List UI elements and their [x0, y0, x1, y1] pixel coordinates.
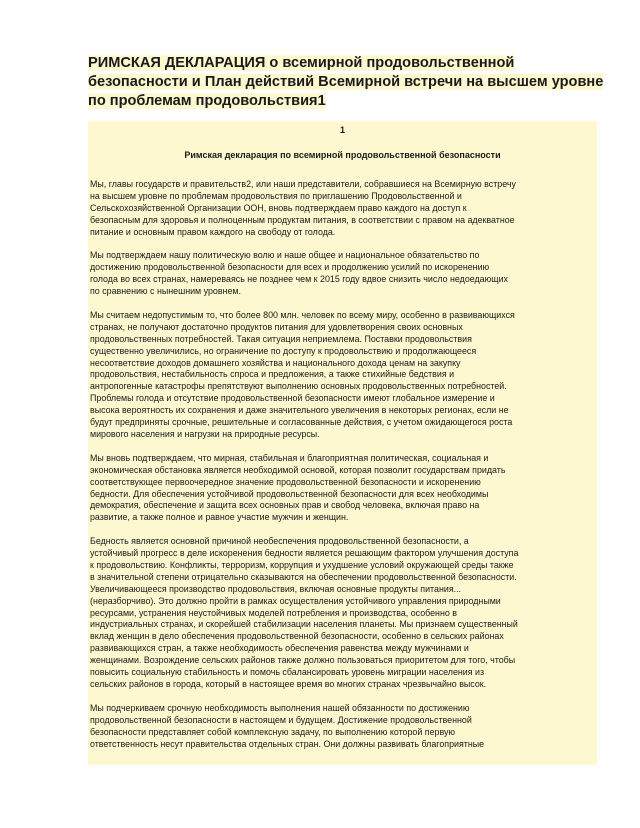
title-line: РИМСКАЯ ДЕКЛАРАЦИЯ о всемирной продовольственной [88, 55, 515, 71]
text-line: Мы подчеркиваем срочную необходимость выполнения нашей обязанности по достижению [90, 702, 470, 713]
text-line: Проблемы голода и отсутствие продовольственной безопасности имеют глобальное измерение и [90, 393, 495, 404]
text-line: достижению продовольственной безопасности для всех и продолжению усилий по искоренению [90, 262, 490, 273]
paragraph [90, 453, 600, 524]
text-line: Бедность является основной причиной необеспечения продовольственной безопасности, а [90, 536, 469, 547]
document-page [88, 121, 597, 765]
paragraph [90, 310, 600, 441]
document-title [88, 54, 608, 111]
text-line: безопасности представляет собой комплексную задачу, по выполнению которой первую [90, 726, 456, 737]
text-line: бедности. Для обеспечения устойчивой продовольственной безопасности для всех необходимы [90, 488, 489, 499]
text-line: устойчивый прогресс в деле искоренения бедности является решающим фактором улучшения доступа [90, 548, 519, 559]
text-line: повысить социальную стабильность и помочь сбалансировать уровень миграции населения из [90, 667, 485, 678]
title-line: по проблемам продовольствия1 [88, 93, 326, 109]
text-line: Мы подтверждаем нашу политическую волю и наше общее и национальное обязательство по [90, 250, 480, 261]
title-line: безопасности и План действий Всемирной встречи на высшем уровне [88, 74, 604, 90]
text-line: развивающихся стран, а также необходимость обеспечения равенства между мужчинами и [90, 643, 469, 654]
text-line: голода во всех странах, намереваясь не позднее чем к 2015 году вдвое снизить число недоедающих [90, 274, 508, 285]
text-line: Сельскохозяйственной Организации ООН, вновь подтверждаем право каждого на доступ к [90, 202, 467, 213]
text-line: антропогенные катастрофы препятствуют выполнению основных продовольственных потребностей. [90, 381, 507, 392]
text-line: демократия, обеспечение и защита всех основных прав и свобод человека, включая право на [90, 500, 480, 511]
text-line: ресурсами, устранения неустойчивых моделей потребления и производства, особенно в [90, 607, 457, 618]
text-line: вклад женщин в дело обеспечения продовольственной безопасности, особенно в сельских районах [90, 631, 504, 642]
document-body [90, 179, 600, 762]
text-line: экономическая обстановка является необходимой основой, которая позволит государствам придать [90, 464, 506, 475]
paragraph [90, 703, 600, 751]
paragraph [90, 179, 600, 239]
text-line: по сравнению с нынешним уровнем. [90, 286, 241, 297]
text-line: Увеличивающееся производство продовольствия, включая основные продукты питания... [90, 583, 462, 594]
text-line: продовольственных потребностей. Такая ситуация неприемлема. Поставки продовольствия [90, 333, 472, 344]
paragraph [90, 536, 600, 691]
paragraph [90, 250, 600, 298]
text-line: в значительной степени отрицательно сказываются на обеспечении продовольственной безопасности. [90, 571, 517, 582]
text-line: индустриальных странах, и скорейшей стабилизации населения планеты. Мы признаем существенный [90, 619, 518, 630]
text-line: продовольственной безопасности в настоящем и будущем. Достижение продовольственной [90, 714, 472, 725]
text-line: Мы вновь подтверждаем, что мирная, стабильная и благоприятная политическая, социальная и [90, 452, 489, 463]
text-line: питание и основным правом каждого на свободу от голода. [90, 226, 336, 237]
text-line: продовольствия, нестабильность спроса и предложения, а также стихийные бедствия и [90, 369, 455, 380]
text-line: странах, не получают достаточно продуктов питания для удовлетворения своих основных [90, 321, 463, 332]
text-line: на высшем уровне по проблемам продовольствия по приглашению Продовольственной и [90, 190, 462, 201]
text-line: сельских районов в города, который в настоящее время во многих странах чрезвычайно высок. [90, 679, 487, 689]
page-number: 1 [339, 125, 345, 135]
text-line: (неразборчиво). Это должно пройти в рамках осуществления устойчивого управления природными [90, 595, 501, 606]
text-line: Мы считаем недопустимым то, что более 800 млн. человек по всему миру, особенно в развивающихся [90, 309, 515, 320]
text-line: мирового населения и нагрузки на природные ресурсы. [90, 429, 320, 439]
text-line: Мы, главы государств и правительств2, или наши представители, собравшиеся на Всемирную встречу [90, 179, 516, 189]
text-line: соответствующее первоочередное значение продовольственной безопасности и искоренению [90, 476, 481, 487]
text-line: женщинами. Возрождение сельских районов также должно пользоваться приоритетом для того, чтобы [90, 655, 516, 666]
text-line: высока вероятность их сохранения и даже значительного увеличения в некоторых регионах, если не [90, 405, 509, 416]
text-line: развитие, а также полное и равное участие мужчин и женщин. [90, 512, 349, 523]
text-line: к продовольствию. Конфликты, терроризм, коррупция и ухудшение условий окружающей среды также [90, 559, 514, 570]
text-line: несоответствие доходов домашнего хозяйства и национального дохода ценам на закупку [90, 357, 461, 368]
text-line: безопасным для здоровья и полноценным продуктам питания, в соответствии с правом на адекватное [90, 214, 515, 225]
text-line: существенно увеличились, но ограничение по доступу к продовольствию и продолжающееся [90, 345, 477, 356]
text-line: будут предприняты срочные, решительные и согласованные действия, с учетом ожидающегося роста [90, 417, 513, 428]
text-line: ответственность несут правительства отдельных стран. Они должны развивать благоприятные [90, 738, 485, 749]
section-heading: Римская декларация по всемирной продовольственной безопасности [184, 150, 501, 160]
